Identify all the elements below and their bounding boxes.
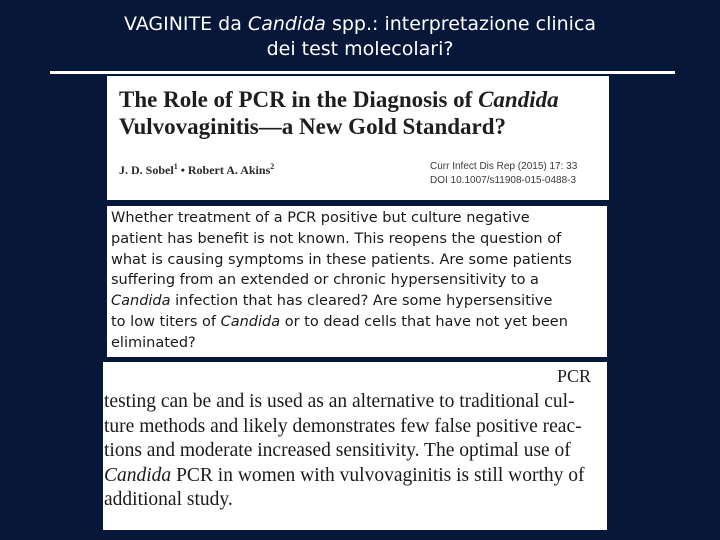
quote-2-line [104, 464, 604, 489]
quote-2-line: ture methods and likely demonstrates few false positive reac- [104, 415, 582, 437]
citation-doi: DOI 10.1007/s11908-015-0488-3 [430, 175, 577, 186]
quote-1-line [111, 312, 607, 333]
quote-1-line: what is causing symptoms in these patients. Are some patients [111, 251, 572, 268]
quote-2-line: additional study. [104, 489, 233, 511]
quote-1-text [111, 208, 607, 354]
slide-title [0, 12, 720, 62]
quote-1-line: patient has benefit is not known. This reopens the question of [111, 230, 562, 247]
slide-title-suffix: spp.: interpretazione clinica [325, 13, 597, 35]
article-authors [119, 162, 274, 178]
article-title-line-2: Vulvovaginitis—a New Gold Standard? [119, 114, 507, 139]
quote-1-line [111, 291, 607, 312]
quote-1-genus: Candida [220, 313, 281, 330]
quote-2-line: tions and moderate increased sensitivity. The optimal use of [104, 440, 571, 462]
slide-title-line-1 [0, 12, 720, 37]
article-header-excerpt [107, 76, 609, 200]
quote-1-genus: Candida [111, 293, 171, 310]
quote-2-line: testing can be and is used as an alternative to traditional cul- [104, 391, 575, 412]
quote-1-text-run: or to dead cells that have not yet been [280, 313, 568, 330]
author-akins-affiliation: 2 [270, 162, 275, 171]
author-akins: Robert A. Akins [187, 163, 271, 177]
article-title-text: The Role of PCR in the Diagnosis of [119, 87, 479, 112]
quote-1-line: Whether treatment of a PCR positive but culture negative [111, 210, 530, 226]
article-citation [430, 160, 577, 188]
author-separator: • [177, 163, 188, 177]
quote-1-line: eliminated? [111, 334, 196, 351]
quote-2-genus: Candida [104, 464, 172, 486]
slide-title-prefix: VAGINITE da [123, 13, 248, 35]
author-sobel: J. D. Sobel [119, 163, 174, 177]
article-title-line-1 [119, 86, 607, 113]
quote-2-text [104, 390, 604, 513]
article-title-genus: Candida [478, 87, 559, 112]
quote-1-text-run: infection that has cleared? Are some hypersensitive [170, 293, 553, 310]
quote-1-text-run: to low titers of [111, 313, 221, 330]
quote-excerpt-1 [107, 206, 607, 357]
slide-title-genus: Candida [247, 13, 326, 35]
title-divider [50, 71, 675, 74]
quote-1-line: suffering from an extended or chronic hypersensitivity to a [111, 272, 539, 289]
quote-2-text-run: PCR in women with vulvovaginitis is still worthy of [171, 464, 585, 486]
author-sobel-affiliation: 1 [173, 162, 178, 171]
article-title [119, 86, 607, 140]
slide-title-line-2: dei test molecolari? [266, 38, 454, 60]
quote-2-pcr-label: PCR [556, 366, 591, 386]
citation-journal: Curr Infect Dis Rep (2015) 17: 33 [430, 161, 578, 172]
quote-excerpt-2 [103, 362, 607, 530]
